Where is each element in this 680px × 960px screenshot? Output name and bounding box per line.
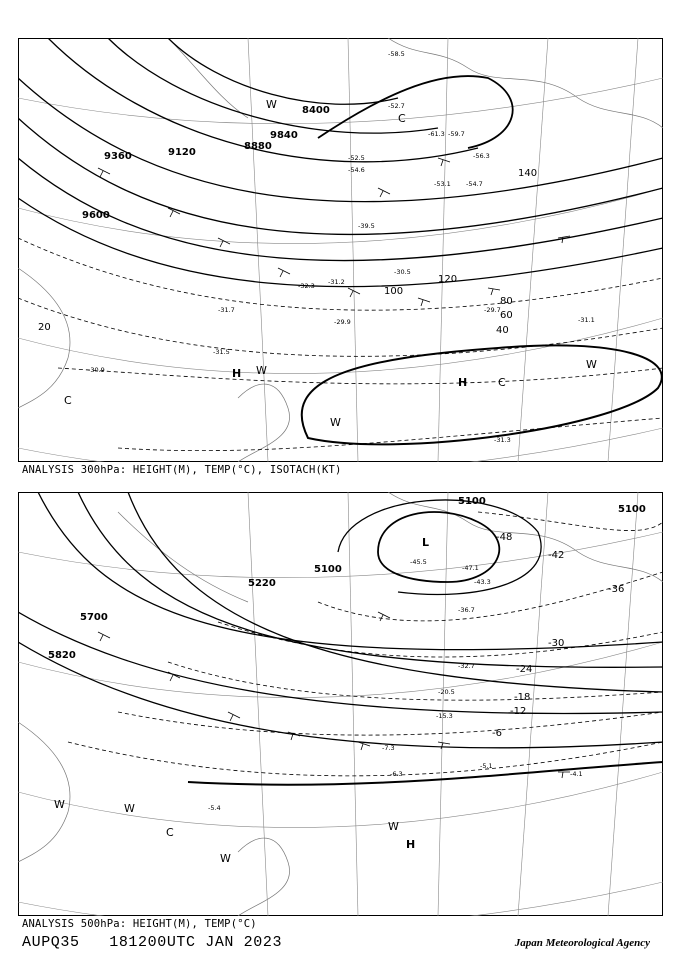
cold-center-marker: C <box>64 394 72 407</box>
temp-label: -32.3 <box>298 282 315 290</box>
temp-label: -24 <box>516 664 533 675</box>
temp-label: -29.9 <box>334 318 351 326</box>
temp-label: -36.7 <box>458 606 475 614</box>
temp-label: -39.5 <box>358 222 375 230</box>
height-label: 9840 <box>270 130 298 141</box>
height-label: 5100 <box>314 564 342 575</box>
temp-label: -12 <box>510 706 527 717</box>
analysis-300hpa-map <box>18 38 663 462</box>
temp-label: -7.3 <box>382 744 395 752</box>
product-header <box>22 934 302 951</box>
temp-label: -31.3 <box>494 436 511 444</box>
temp-label: -56.3 <box>473 152 490 160</box>
valid-time: 181200UTC JAN 2023 <box>109 934 283 951</box>
temp-label: -4.1 <box>570 770 583 778</box>
temp-label: -52.5 <box>348 154 365 162</box>
temp-label: -15.3 <box>436 712 453 720</box>
temp-label: -31.5 <box>213 348 230 356</box>
temp-label: -30 <box>548 638 565 649</box>
temp-label: -5.1 <box>480 762 493 770</box>
map-300hpa-svg <box>18 38 663 462</box>
temp-label: -53.1 <box>434 180 451 188</box>
temp-label: -5.4 <box>208 804 221 812</box>
height-label: 8400 <box>302 105 330 116</box>
height-label: 5220 <box>248 578 276 589</box>
warm-center-marker: W <box>54 798 65 811</box>
temp-label: -42 <box>548 550 565 561</box>
cold-center-marker: C <box>398 112 406 125</box>
temp-label: -6.3 <box>390 770 403 778</box>
height-label: 5100 <box>618 504 646 515</box>
temp-label: -30.5 <box>394 268 411 276</box>
temp-label: -6 <box>492 728 502 739</box>
isotach-label: 60 <box>500 310 513 321</box>
temp-label: -58.5 <box>388 50 405 58</box>
warm-center-marker: W <box>330 416 341 429</box>
warm-center-marker: W <box>266 98 277 111</box>
product-code: AUPQ35 <box>22 934 80 951</box>
high-center-marker: H <box>458 376 468 389</box>
cold-center-marker: C <box>166 826 174 839</box>
temp-label: -20.5 <box>438 688 455 696</box>
height-label: 5700 <box>80 612 108 623</box>
temp-label: -47.1 <box>462 564 479 572</box>
temp-label: -48 <box>496 532 513 543</box>
high-center-marker: H <box>232 367 242 380</box>
temp-label: -31.1 <box>578 316 595 324</box>
height-label: 9120 <box>168 147 196 158</box>
height-label: 9600 <box>82 210 110 221</box>
warm-center-marker: W <box>586 358 597 371</box>
caption-500hpa: ANALYSIS 500hPa: HEIGHT(M), TEMP(°C) <box>22 918 257 930</box>
height-label: 9360 <box>104 151 132 162</box>
isotach-label: 80 <box>500 296 513 307</box>
warm-center-marker: W <box>124 802 135 815</box>
warm-center-marker: W <box>220 852 231 865</box>
temp-label: -30.9 <box>88 366 105 374</box>
low-center-marker: L <box>422 536 430 549</box>
warm-center-marker: W <box>256 364 267 377</box>
height-label: 5100 <box>458 496 486 507</box>
isotach-label: 140 <box>518 168 538 179</box>
temp-label: -61.3 <box>428 130 445 138</box>
isotach-label: 40 <box>496 325 509 336</box>
height-label: 5820 <box>48 650 76 661</box>
temp-label: -54.7 <box>466 180 483 188</box>
isotach-label: 100 <box>384 286 404 297</box>
temp-label: -31.7 <box>218 306 235 314</box>
high-center-marker: H <box>406 838 416 851</box>
temp-label: -59.7 <box>448 130 465 138</box>
temp-label: -45.5 <box>410 558 427 566</box>
temp-label: -31.2 <box>328 278 345 286</box>
temp-label: -52.7 <box>388 102 405 110</box>
temp-label: -29.7 <box>484 306 501 314</box>
map-500hpa-svg <box>18 492 663 916</box>
isotach-label: 120 <box>438 274 458 285</box>
temp-label: -43.3 <box>474 578 491 586</box>
cold-center-marker: C <box>498 376 506 389</box>
temp-label: -54.6 <box>348 166 365 174</box>
height-label: 8880 <box>244 141 272 152</box>
isotach-label: 20 <box>38 322 51 333</box>
warm-center-marker: W <box>388 820 399 833</box>
caption-300hpa: ANALYSIS 300hPa: HEIGHT(M), TEMP(°C), ISOTACH(KT) <box>22 464 342 476</box>
temp-label: -36 <box>608 584 625 595</box>
analysis-500hpa-map <box>18 492 663 916</box>
temp-label: -32.7 <box>458 662 475 670</box>
agency-name: Japan Meteorological Agency <box>514 937 650 949</box>
temp-label: -18 <box>514 692 531 703</box>
